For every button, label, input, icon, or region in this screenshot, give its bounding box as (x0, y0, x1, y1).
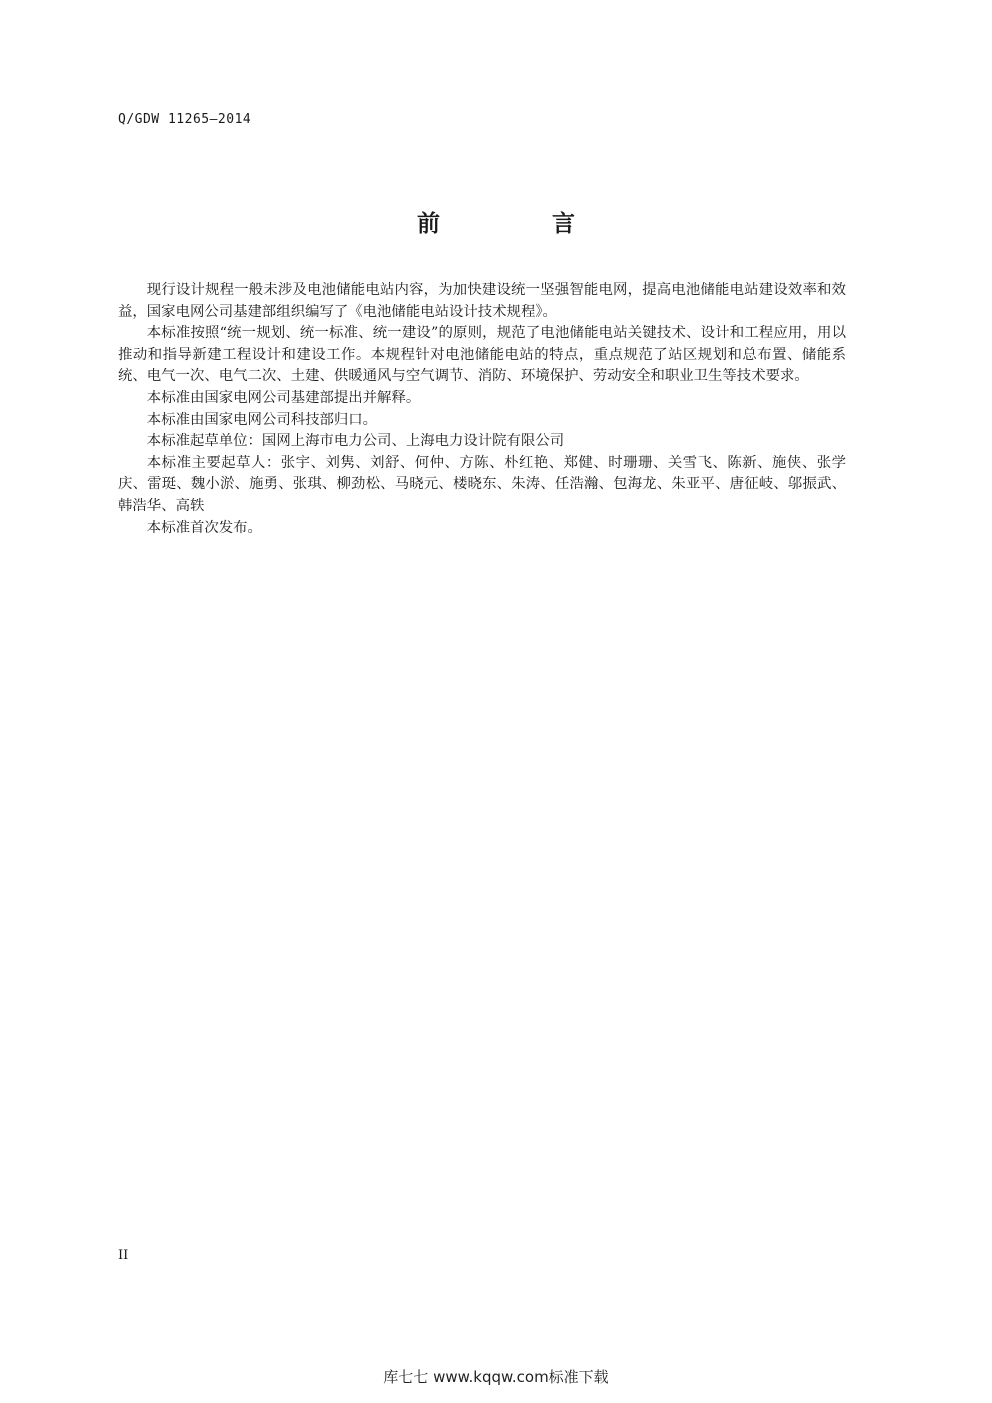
paragraph-background: 现行设计规程一般未涉及电池储能电站内容，为加快建设统一坚强智能电网，提高电池储能电站建设效率和效益，国家电网公司基建部组织编写了《电池储能电站设计技术规程》。 (118, 282, 846, 320)
paragraph-drafters: 本标准主要起草人：张宇、刘隽、刘舒、何仲、方陈、朴红艳、郑健、时珊珊、关雪飞、陈新、施侠、张学庆、雷珽、魏小淤、施勇、张琪、柳劲松、马晓元、楼晓东、朱涛、任浩瀚、包海龙、朱亚平、唐征岐、邬振武、韩浩华、高轶 (118, 454, 846, 514)
page-title: 前 言 (416, 211, 627, 237)
document-code: Q/GDW 11265—2014 (118, 112, 252, 127)
paragraph-drafting-units: 本标准起草单位：国网上海市电力公司、上海电力设计院有限公司 (146, 433, 565, 450)
paragraph-first-release: 本标准首次发布。 (146, 519, 262, 536)
foreword-body (118, 280, 846, 539)
paragraph-administrator: 本标准由国家电网公司科技部归口。 (146, 411, 378, 428)
paragraph-principles: 本标准按照“统一规划、统一标准、统一建设”的原则，规范了电池储能电站关键技术、设计和工程应用，用以推动和指导新建工程设计和建设工作。本规程针对电池储能电站的特点，重点规范了站区规划和总布置、储能系统、电气一次、电气二次、土建、供暖通风与空气调节、消防、环境保护、劳动安全和职业卫生等技术要求。 (118, 325, 846, 385)
page-number: II (118, 1248, 129, 1263)
download-watermark: 库七七 www.kqqw.com标准下载 (383, 1368, 609, 1386)
paragraph-proposer: 本标准由国家电网公司基建部提出并解释。 (146, 389, 421, 406)
